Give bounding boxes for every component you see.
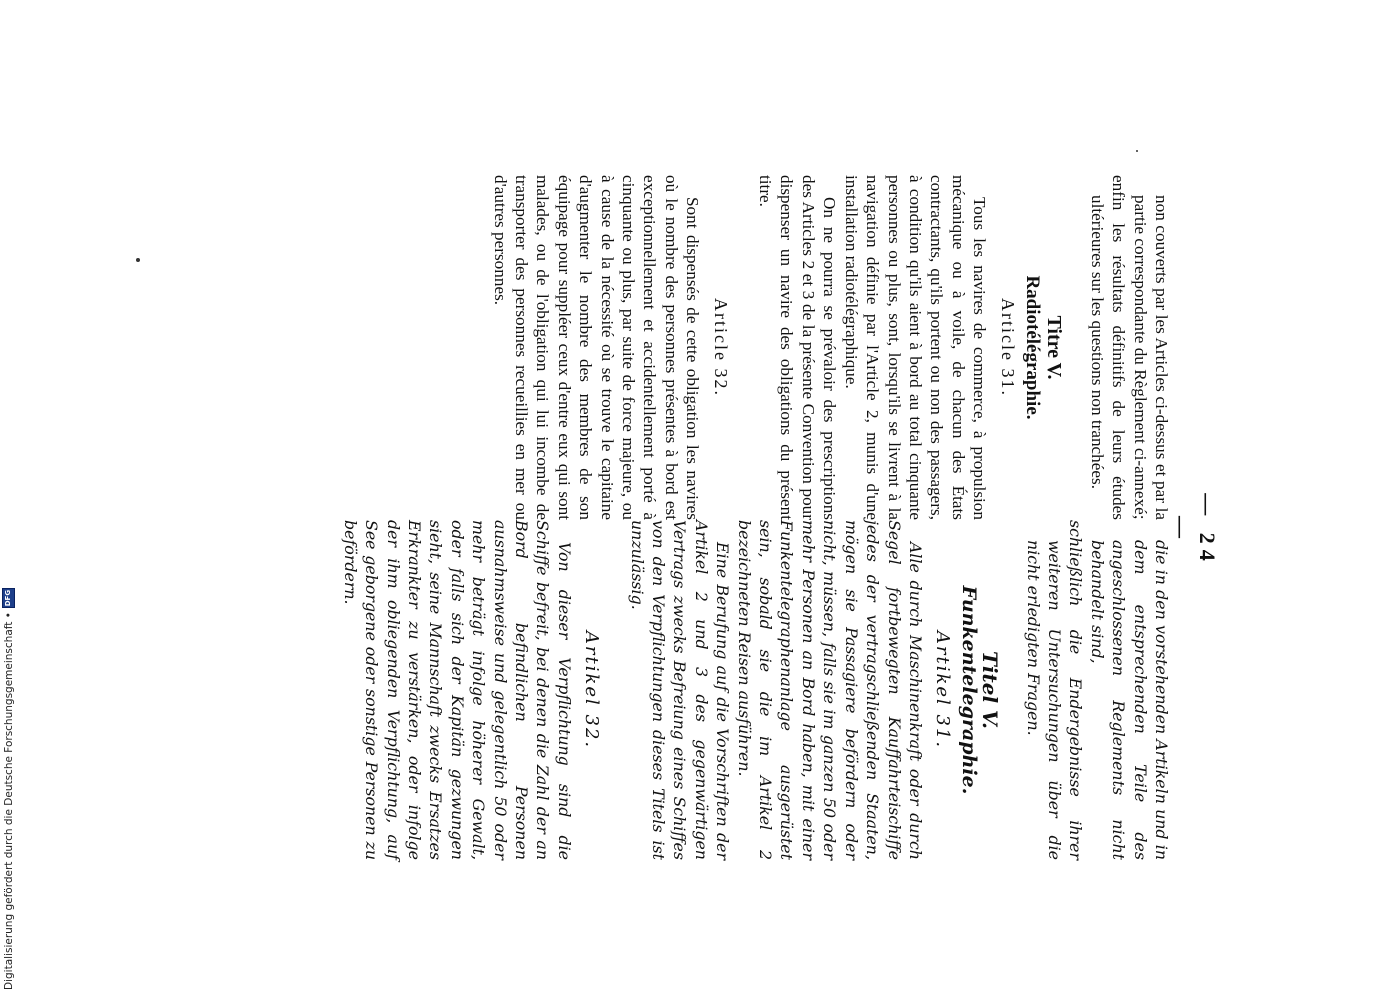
french-article-32-para-1: Sont dispensés de cette obligation les navires où le nombre des personnes présentes à bord est exceptionnellement et accidentellement porté à cinquante ou plus, par suite de force majeure, ou à cause de la nécessité où se trouve le capitaine d'augmenter le nombre des membres de son équipage pour suppléer ceux d'entre eux qui sont malades, ou de l'obligation qui lui incombe de transporter des personnes recueillies en mer ou d'autres personnes.	[490, 175, 703, 520]
french-intro-2: enfin les résultats définitifs de leurs études ultérieures sur les questions non tranchées.	[1087, 175, 1129, 520]
german-intro-1: die in den vorstehenden Artikeln und in dem entsprechenden Teile des angeschlossenen Reglements nicht behandelt sind,	[1087, 540, 1171, 860]
german-article-31-para-2: Eine Berufung auf die Vorschriften der Artikel 2 und 3 des gegenwärtigen Vertrags zwecks Befreiung eines Schiffes von den Verpflichtungen dieses Titels ist unzulässig.	[627, 520, 733, 860]
german-article-31-heading: Artikel 31.	[932, 630, 954, 750]
german-article-32-para-1: Von dieser Verpflichtung sind die Schiffe befreit, bei denen die Zahl der an Bord befindlichen Personen ausnahmsweise und gelegentlich 50 oder mehr beträgt infolge höherer Gewalt, oder falls sich der Kapitän gezwungen sieht, seine Mannschaft zwecks Ersatzes Erkrankter zu verstärken, oder infolge der ihm obliegenden Verpflichtung, auf See geborgene oder sonstige Personen zu befördern.	[340, 520, 574, 860]
scan-speck	[1136, 150, 1138, 152]
german-column	[339, 520, 1172, 860]
german-article-32-heading: Artikel 32.	[581, 630, 603, 750]
french-article-32-heading: Article 32.	[710, 298, 731, 397]
french-article-31-para-2: On ne pourra se prévaloir des prescriptions des Articles 2 et 3 de la présente Convention pour dispenser un navire des obligations du présent titre.	[756, 175, 840, 520]
scan-speck	[136, 258, 140, 262]
french-title: Titre V.	[1043, 315, 1066, 380]
digitization-notice-text: Digitalisierung gefördert durch die Deutsche Forschungsgemeinschaft •	[2, 612, 15, 990]
german-title: Titel V.	[978, 651, 1003, 729]
french-intro-1: non couverts par les Articles ci-dessus et par la partie correspondante du Règlement ci-annexé;	[1130, 195, 1171, 520]
french-article-31-para-1: Tous les navires de commerce, à propulsion mécanique ou à voile, de chacun des États contractants, qu'ils portent ou non des passagers, à condition qu'ils aient à bord au total cinquante personnes ou plus, sont, lorsqu'ils se livrent à la navigation définie par l'Article 2, munis d'une installation radiotélégraphique.	[841, 175, 990, 520]
french-column	[489, 175, 1172, 520]
dfg-logo-icon: DFG	[2, 588, 15, 608]
german-subtitle: Funkentelegraphie.	[957, 585, 980, 795]
page-number: — 24 —	[1169, 493, 1220, 567]
digitization-notice	[2, 588, 15, 990]
french-subtitle: Radiotélégraphie.	[1021, 275, 1043, 420]
german-article-31-para-1: Alle durch Maschinenkraft oder durch Segel fortbewegten Kauffahrteischiffe jedes der vertragschließenden Staaten, mögen sie Passagiere befördern oder nicht, müssen, falls sie im ganzen 50 oder mehr Personen an Bord haben, mit einer Funkentelegraphenanlage ausgerüstet sein, sobald sie die im Artikel 2 bezeichneten Reisen ausführen.	[734, 520, 925, 860]
german-intro-2: schließlich die Endergebnisse ihrer weiteren Untersuchungen über die nicht erledigten Fragen.	[1023, 520, 1086, 860]
french-article-31-heading: Article 31.	[997, 298, 1018, 397]
rotated-page-content	[320, 150, 1220, 910]
